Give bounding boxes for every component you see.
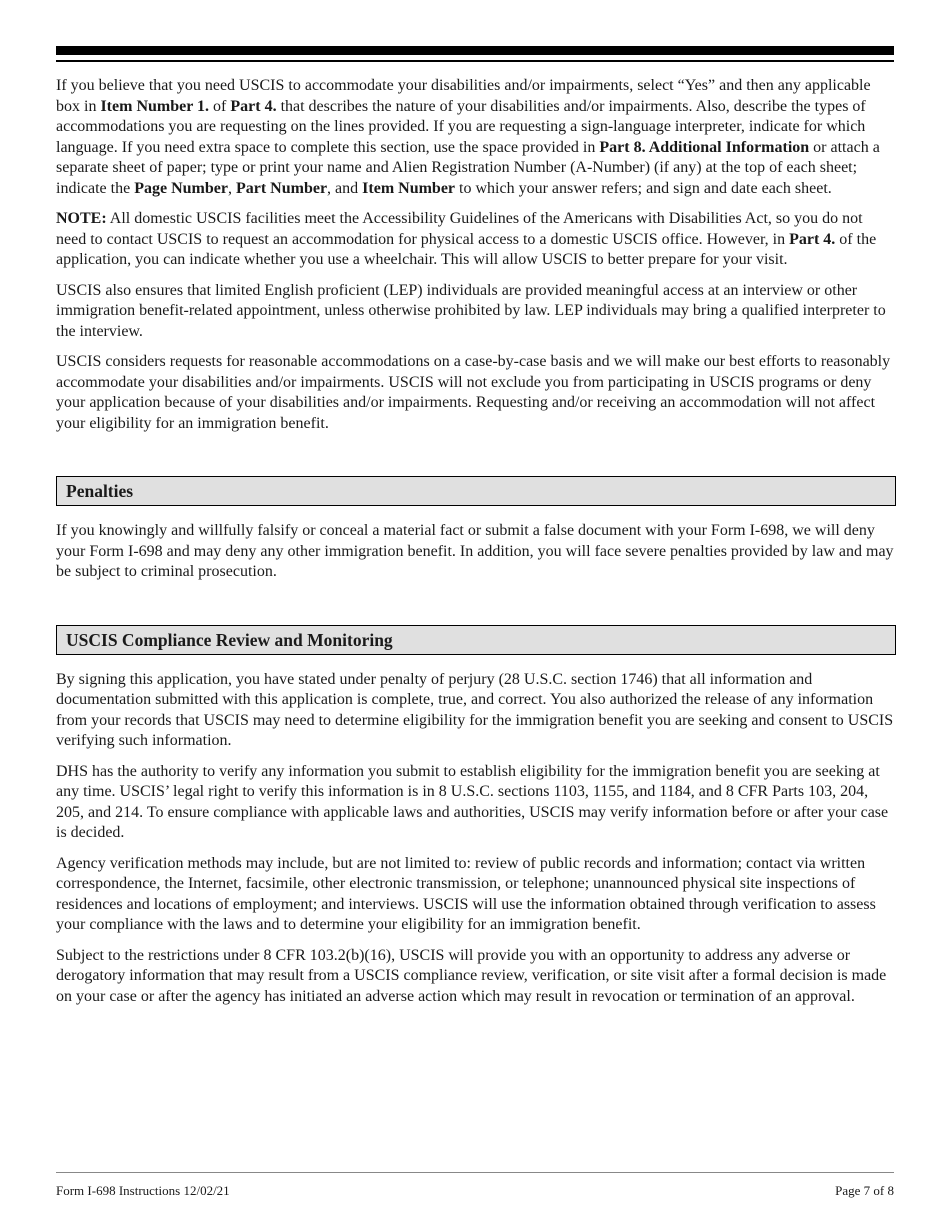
reasonable-accommodations-paragraph: USCIS considers requests for reasonable accommodations on a case-by-case basis and we will make our best efforts to reasonably accommodate your disabilities and/or impairments. USCIS will not exclude you from participating in USCIS programs or deny your application because of your disabilities and/or impairments. Requesting and/or receiving an accommodation will not affect your eligibility for an immigration benefit. — [56, 353, 891, 432]
lep-paragraph: USCIS also ensures that limited English proficient (LEP) individuals are provided meaningful access at an interview or other immigration benefit-related appointment, unless otherwise prohibited by law. LEP individuals may bring a qualified interpreter to the interview. — [56, 281, 886, 340]
header-thick-rule — [56, 46, 894, 55]
note-paragraph: NOTE: All domestic USCIS facilities meet the Accessibility Guidelines of the Americans with Disabilities Act, so you do not need to contact USCIS to request an accommodation for physical access to a domestic USCIS office. However, in Part 4. of the application, you can indicate whether you use a wheelchair. This will allow USCIS to better prepare for your visit. — [56, 210, 877, 268]
accommodation-paragraph: If you believe that you need USCIS to accommodate your disabilities and/or impairments, select “Yes” and then any applicable box in Item Number 1. of Part 4. that describes the nature of your disabilities and/or impairments. Also, describe the types of accommodations you are requesting on the lines provided. If you are requesting a sign-language interpreter, indicate for which language. If you need extra space to complete this section, use the space provided in Part 8. Additional Information or attach a separate sheet of paper; type or print your name and Alien Registration Number (A-Number) (if any) at the top of each sheet; indicate the Page Number, Part Number, and Item Number to which your answer refers; and sign and date each sheet. — [56, 77, 880, 197]
compliance-paragraph-2: DHS has the authority to verify any information you submit to establish eligibility for the immigration benefit you are seeking at any time. USCIS’ legal right to verify this information is in 8 U.S.C. sections 1103, 1155, and 1184, and 8 CFR Parts 103, 204, 205, and 214. To ensure compliance with applicable laws and authorities, USCIS may verify information before or after your case is decided. — [56, 762, 889, 841]
compliance-paragraph-1: By signing this application, you have stated under penalty of perjury (28 U.S.C. section 1746) that all information and documentation submitted with this application is complete, true, and correct. You also authorized the release of any information from your records that USCIS may need to determine eligibility for the immigration benefit you are seeking and consent to USCIS verifying such information. — [56, 670, 894, 749]
header-thin-rule — [56, 60, 894, 62]
footer-rule — [56, 1172, 894, 1173]
compliance-paragraph-4: Subject to the restrictions under 8 CFR 103.2(b)(16), USCIS will provide you with an opportunity to address any adverse or derogatory information that may result from a USCIS compliance review, verification, or site visit after a formal decision is made on your case or after the agency has initiated an adverse action which may result in revocation or termination of an approval. — [56, 946, 887, 1005]
compliance-paragraph-3: Agency verification methods may include, but are not limited to: review of public records and information; contact via written correspondence, the Internet, facsimile, other electronic transmission, or telephone; unannounced physical site inspections of residences and locations of employment; and interviews. USCIS will use the information obtained through verification to assess your compliance with the laws and to determine your eligibility for an immigration benefit. — [56, 854, 876, 933]
footer-form-id: Form I-698 Instructions 12/02/21 — [56, 1183, 230, 1198]
penalties-paragraph: If you knowingly and willfully falsify or conceal a material fact or submit a false document with your Form I-698, we will deny your Form I-698 and may deny any other immigration benefit. In addition, you will face severe penalties provided by law and may be subject to criminal prosecution. — [56, 522, 894, 580]
compliance-section-header: USCIS Compliance Review and Monitoring — [56, 625, 896, 655]
footer-page-number: Page 7 of 8 — [835, 1183, 894, 1198]
page-content — [56, 76, 896, 1017]
penalties-section-header: Penalties — [56, 476, 896, 506]
